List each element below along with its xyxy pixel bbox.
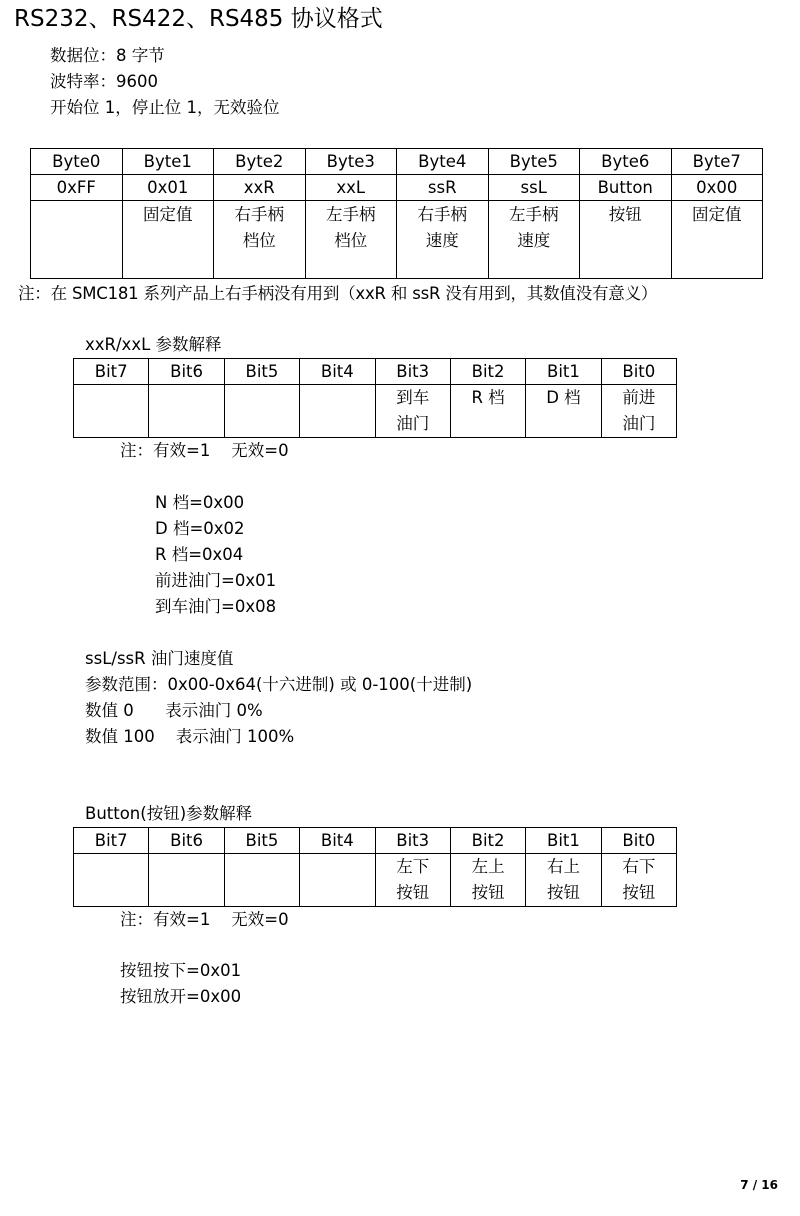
bit-description-cell (74, 385, 149, 438)
bit-header-cell: Bit5 (224, 359, 299, 385)
byte-value-cell: xxR (214, 175, 306, 201)
intro-start-stop-bits: 开始位 1，停止位 1，无效验位 (50, 98, 280, 117)
byte-description-cell: 左手柄 档位 (305, 201, 397, 279)
button-valid-note: 注：有效=1 无效=0 (120, 910, 289, 929)
byte-value-row (31, 175, 763, 201)
byte-description-cell: 右手柄 速度 (397, 201, 489, 279)
bit-description-cell: 左下 按钮 (375, 854, 450, 907)
xx-valid-note: 注：有效=1 无效=0 (120, 441, 289, 460)
byte-header-cell: Byte3 (305, 149, 397, 175)
byte-description-cell: 固定值 (122, 201, 214, 279)
xx-value-line: D 档=0x02 (155, 519, 245, 538)
bit-description-cell (224, 385, 299, 438)
intro-data-bits: 数据位：8 字节 (50, 46, 165, 65)
byte-description-cell: 固定值 (671, 201, 763, 279)
bit-header-cell: Bit6 (149, 828, 224, 854)
bit-description-row (74, 854, 677, 907)
byte-header-cell: Byte7 (671, 149, 763, 175)
bit-header-cell: Bit0 (601, 359, 676, 385)
byte-value-cell: ssL (488, 175, 580, 201)
bit-description-cell: R 档 (450, 385, 525, 438)
xx-value-line: 前进油门=0x01 (155, 571, 277, 590)
byte-header-cell: Byte2 (214, 149, 306, 175)
byte-header-cell: Byte1 (122, 149, 214, 175)
bit-header-cell: Bit0 (601, 828, 676, 854)
bit-description-cell: 右上 按钮 (526, 854, 601, 907)
xx-bit-table (73, 358, 677, 438)
bit-description-cell: 到车 油门 (375, 385, 450, 438)
byte-value-cell: xxL (305, 175, 397, 201)
byte-value-cell: 0x00 (671, 175, 763, 201)
bit-header-cell: Bit4 (300, 359, 375, 385)
byte-description-cell: 按钮 (580, 201, 672, 279)
bit-description-cell: D 档 (526, 385, 601, 438)
byte-header-cell: Byte5 (488, 149, 580, 175)
ss-value-line: 数值 100 表示油门 100% (85, 727, 295, 746)
ss-value-line: 数值 0 表示油门 0% (85, 701, 263, 720)
byte-value-cell: 0xFF (31, 175, 123, 201)
byte-description-row (31, 201, 763, 279)
byte-header-cell: Byte0 (31, 149, 123, 175)
bit-description-cell (149, 854, 224, 907)
byte-value-cell: Button (580, 175, 672, 201)
bit-description-cell (224, 854, 299, 907)
bit-header-cell: Bit3 (375, 359, 450, 385)
byte-header-cell: Byte4 (397, 149, 489, 175)
bit-header-cell: Bit1 (526, 828, 601, 854)
bit-header-cell: Bit3 (375, 828, 450, 854)
ss-range-line: 参数范围：0x00-0x64(十六进制) 或 0-100(十进制) (85, 675, 473, 694)
bit-header-cell: Bit2 (450, 359, 525, 385)
xx-value-line: 到车油门=0x08 (155, 597, 277, 616)
page-title: RS232、RS422、RS485 协议格式 (14, 6, 383, 32)
byte-description-cell: 右手柄 档位 (214, 201, 306, 279)
note-right-handle-unused: 注：在 SMC181 系列产品上右手柄没有用到（xxR 和 ssR 没有用到，其数值没有意义） (18, 284, 658, 303)
byte-header-cell: Byte6 (580, 149, 672, 175)
byte-format-table (30, 148, 763, 279)
bit-description-cell (300, 854, 375, 907)
bit-description-cell: 前进 油门 (601, 385, 676, 438)
button-bit-table (73, 827, 677, 907)
byte-value-cell: 0x01 (122, 175, 214, 201)
xx-section-title: xxR/xxL 参数解释 (85, 335, 222, 354)
bit-description-cell: 右下 按钮 (601, 854, 676, 907)
bit-description-cell (300, 385, 375, 438)
bit-header-row (74, 359, 677, 385)
bit-description-cell (149, 385, 224, 438)
bit-description-row (74, 385, 677, 438)
bit-header-cell: Bit1 (526, 359, 601, 385)
button-section-title: Button(按钮)参数解释 (85, 804, 253, 823)
byte-value-cell: ssR (397, 175, 489, 201)
byte-description-cell (31, 201, 123, 279)
page-number: 7 / 16 (740, 1178, 778, 1192)
bit-header-cell: Bit7 (74, 828, 149, 854)
ss-section-title: ssL/ssR 油门速度值 (85, 649, 234, 668)
button-value-line: 按钮放开=0x00 (120, 987, 242, 1006)
bit-description-cell: 左上 按钮 (450, 854, 525, 907)
intro-baud-rate: 波特率：9600 (50, 72, 158, 91)
xx-value-line: N 档=0x00 (155, 493, 245, 512)
bit-header-row (74, 828, 677, 854)
bit-description-cell (74, 854, 149, 907)
byte-description-cell: 左手柄 速度 (488, 201, 580, 279)
bit-header-cell: Bit5 (224, 828, 299, 854)
bit-header-cell: Bit7 (74, 359, 149, 385)
xx-value-line: R 档=0x04 (155, 545, 244, 564)
bit-header-cell: Bit6 (149, 359, 224, 385)
button-value-line: 按钮按下=0x01 (120, 961, 242, 980)
bit-header-cell: Bit4 (300, 828, 375, 854)
byte-header-row (31, 149, 763, 175)
bit-header-cell: Bit2 (450, 828, 525, 854)
